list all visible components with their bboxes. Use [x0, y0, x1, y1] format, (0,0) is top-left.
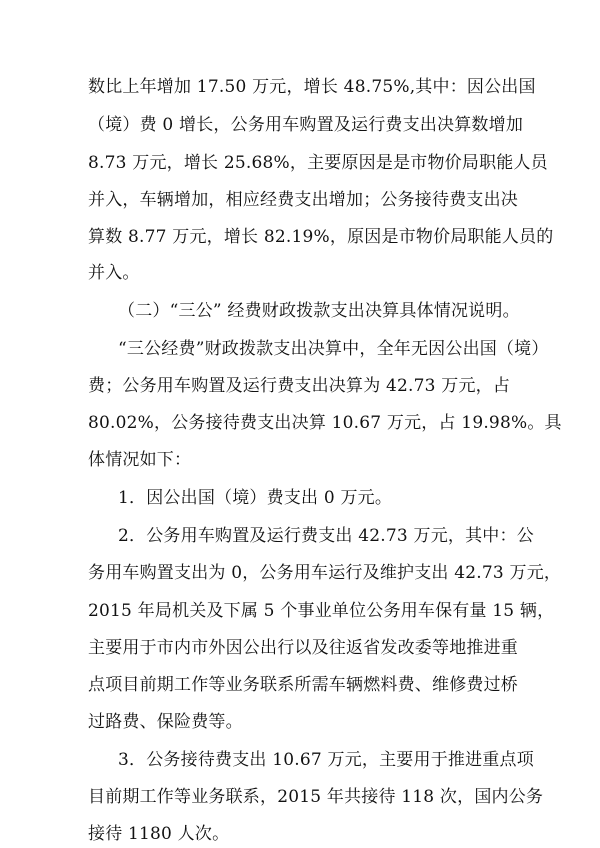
paragraph-line: 数比上年增加 17.50 万元，增长 48.75%,其中：因公出国 [88, 77, 536, 97]
paragraph-line: 80.02%，公务接待费支出决算 10.67 万元，占 19.98%。具 [88, 413, 562, 433]
paragraph-line: 目前期工作等业务联系，2015 年共接待 118 次，国内公务 [88, 787, 544, 807]
paragraph-line: 点项目前期工作等业务联系所需车辆燃料费、维修费过桥 [88, 675, 518, 695]
paragraph-line: 并入。 [88, 263, 140, 283]
paragraph-line: 并入，车辆增加，相应经费支出增加；公务接待费支出决 [88, 190, 518, 210]
paragraph-line: （境）费 0 增长，公务用车购置及运行费支出决算数增加 [88, 115, 524, 135]
paragraph-line: 费；公务用车购置及运行费支出决算为 42.73 万元，占 [88, 376, 511, 396]
list-item-1: 1．因公出国（境）费支出 0 万元。 [118, 488, 393, 508]
paragraph-line: “三公经费”财政拨款支出决算中，全年无因公出国（境） [118, 339, 549, 359]
paragraph-line: 算数 8.77 万元，增长 82.19%，原因是市物价局职能人员的 [88, 227, 554, 247]
section-subheading: （二）“三公” 经费财政拨款支出决算具体情况说明。 [118, 301, 520, 321]
paragraph-line: 主要用于市内市外因公出行以及往返省发改委等地推进重 [88, 638, 518, 658]
paragraph-line: 2015 年局机关及下属 5 个事业单位公务用车保有量 15 辆， [88, 601, 555, 621]
paragraph-line: 接待 1180 人次。 [88, 824, 230, 844]
paragraph-line: 过路费、保险费等。 [88, 712, 243, 732]
list-item-3: 3．公务接待费支出 10.67 万元，主要用于推进重点项 [118, 750, 534, 770]
list-item-2: 2．公务用车购置及运行费支出 42.73 万元，其中：公 [118, 526, 534, 546]
paragraph-line: 8.73 万元，增长 25.68%，主要原因是是市物价局职能人员 [88, 153, 548, 173]
paragraph-line: 体情况如下： [88, 450, 192, 470]
paragraph-line: 务用车购置支出为 0，公务用车运行及维护支出 42.73 万元， [88, 563, 562, 583]
